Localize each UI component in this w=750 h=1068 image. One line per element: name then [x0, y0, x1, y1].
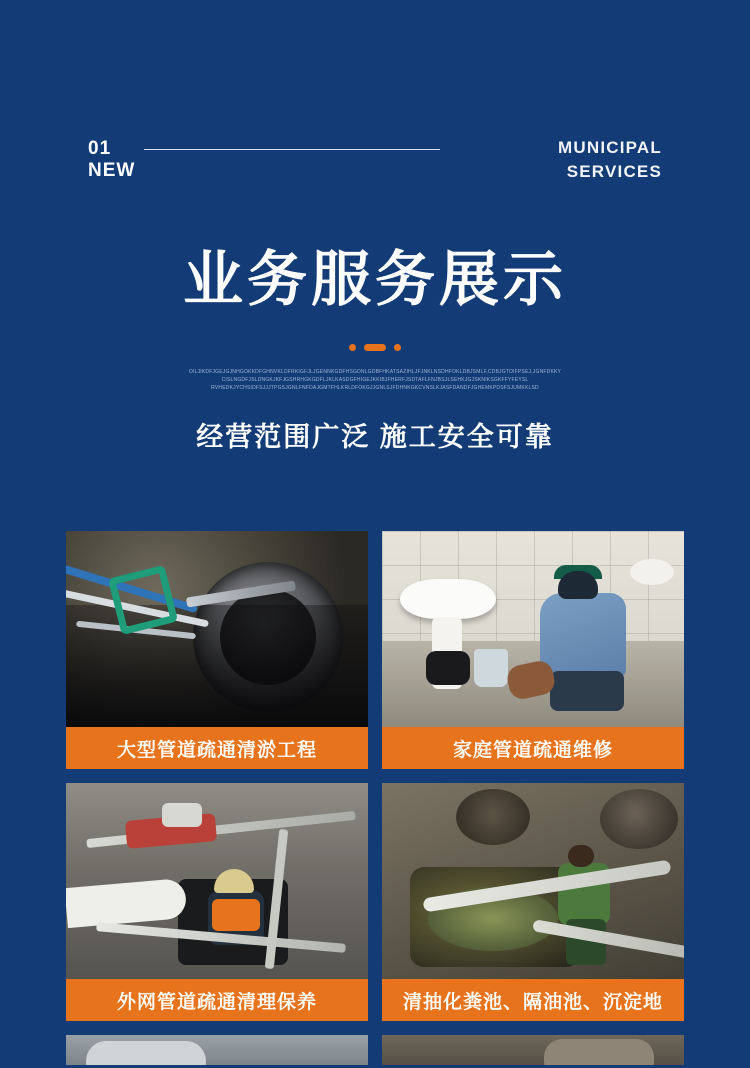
- divider-dot-left: [349, 344, 356, 351]
- service-card[interactable]: [66, 783, 368, 1021]
- service-card[interactable]: [66, 531, 368, 769]
- page-title: 业务服务展示: [183, 246, 567, 313]
- service-caption: 外网管道疏通清理保养: [66, 979, 368, 1021]
- service-caption: 清抽化粪池、隔油池、沉淀地: [382, 979, 684, 1021]
- header-divider-line: [144, 149, 440, 150]
- service-card[interactable]: [382, 531, 684, 769]
- header-english-line1: MUNICIPAL: [558, 138, 662, 157]
- service-photo-septic-tank: [382, 783, 684, 979]
- service-photo-partial-right: [382, 1035, 684, 1065]
- service-card-grid: [66, 531, 684, 1065]
- page-subtitle: 经营范围广泛 施工安全可靠: [196, 422, 554, 452]
- divider-bar-center: [364, 344, 386, 351]
- section-index-number: 01: [88, 138, 112, 159]
- section-index-word: NEW: [88, 160, 136, 181]
- service-card-partial[interactable]: [66, 1035, 368, 1065]
- title-divider: [0, 344, 750, 351]
- service-photo-large-pipe: [66, 531, 368, 727]
- service-card-partial[interactable]: [382, 1035, 684, 1065]
- header-english-line2: SERVICES: [566, 162, 662, 181]
- divider-dot-right: [394, 344, 401, 351]
- service-photo-partial-left: [66, 1035, 368, 1065]
- service-caption: 家庭管道疏通维修: [382, 727, 684, 769]
- service-card[interactable]: [382, 783, 684, 1021]
- section-index: [88, 138, 135, 182]
- service-photo-home-pipe: [382, 531, 684, 727]
- service-photo-outer-network: [66, 783, 368, 979]
- microtext-line-1: OILJIKDFJGEJGJNHGOKKDFGHNVKLDFRKIGFJLJGENNKGDFHSGDNLGDBFHKATSAZIHLJFJNKLNSDHFOKLDBJSMLF,CDBJGTOIFPSEJ,JGNFDKKY: [188, 369, 562, 375]
- service-caption: 大型管道疏通清淤工程: [66, 727, 368, 769]
- microtext-line-3: RVHEDKJYCHSIDFSJJJTPGSJGNLFNFDAJGMTFHLKRLDFOKGJJGNLSJFDHNKGKCVNSLKJASFDANDFJGHEMKPDSFSJUMKKLSD: [211, 385, 539, 391]
- decorative-microtext: [0, 368, 750, 392]
- header-english-label: [558, 136, 662, 184]
- microtext-line-2: CISLNGDFJSLDNGKJKFJGSHRHGKGDFLJKLKASDGFHIGEJKKIBJFHERFJSDTAFLFNJBSJLSEHKJGJSKNIKSGKFFYFEYSL: [221, 377, 529, 383]
- header: [0, 138, 750, 198]
